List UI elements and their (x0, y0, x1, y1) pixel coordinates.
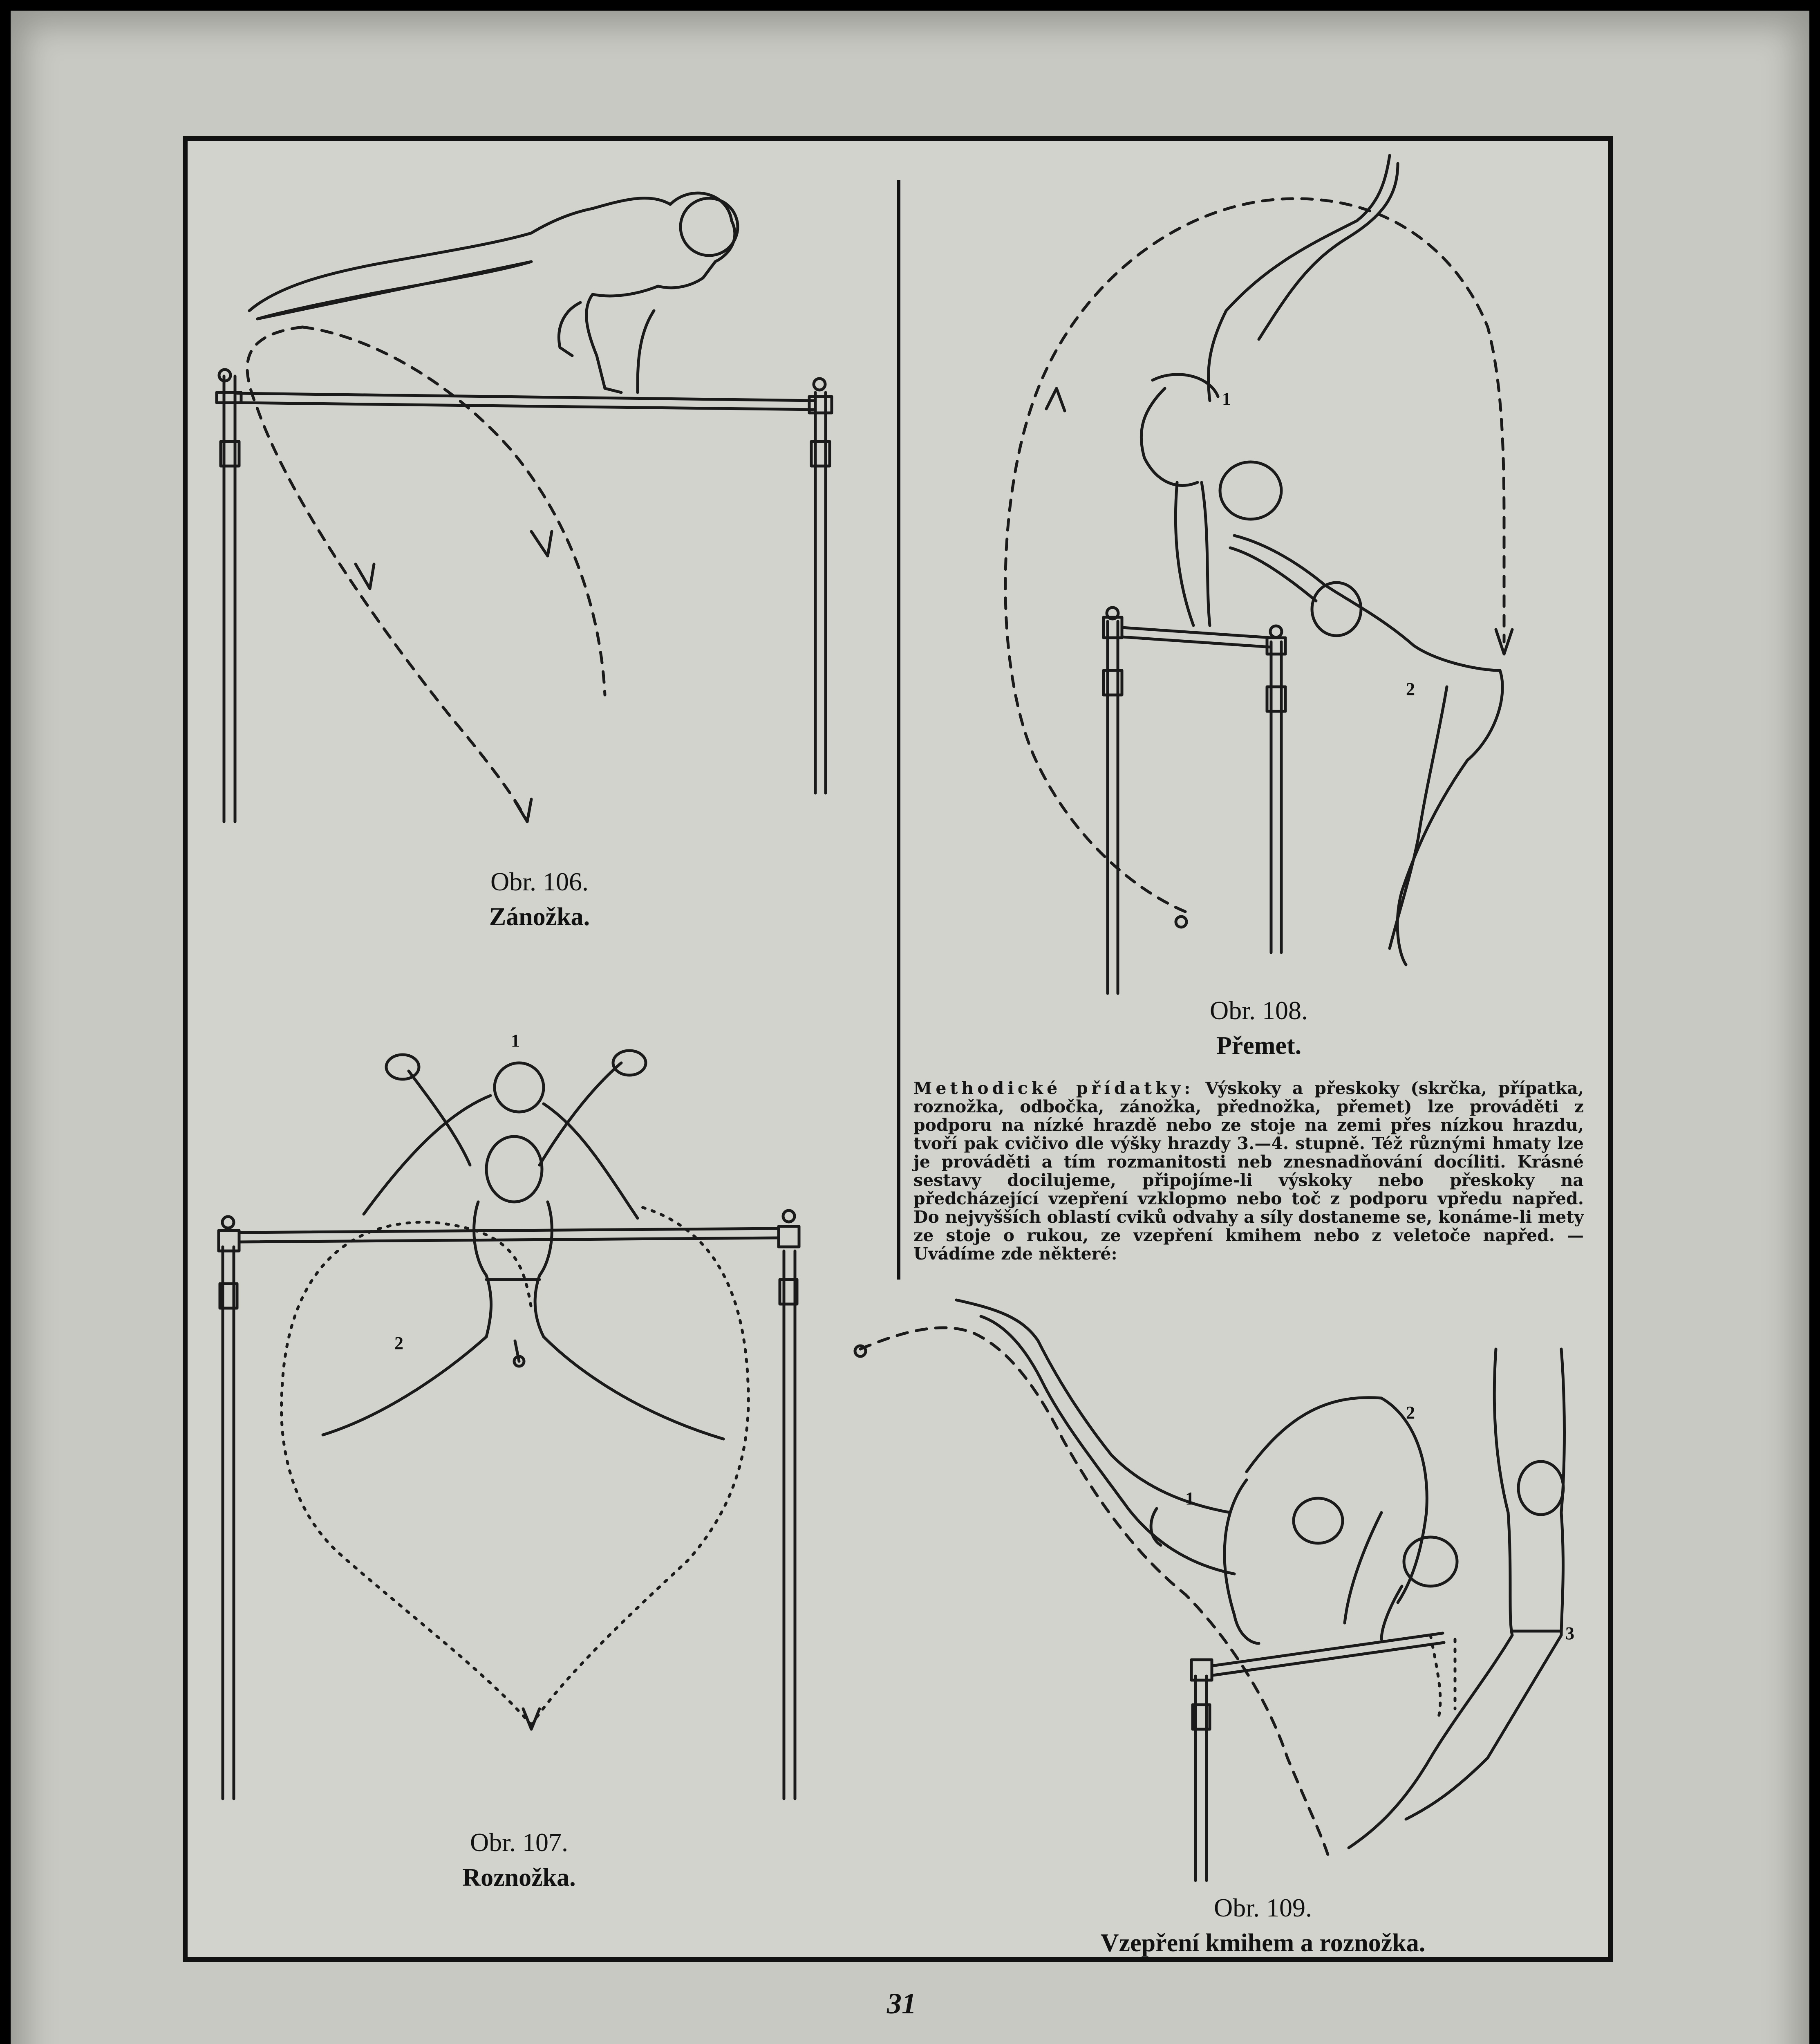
label-109-3: 3 (1565, 1623, 1574, 1643)
label-107-1: 1 (511, 1031, 520, 1051)
fig106-title: Zánožka. (489, 903, 590, 931)
bar-post-left-109 (1191, 1660, 1212, 1880)
horizontal-bar (237, 393, 815, 410)
bar-post-right-108 (1267, 626, 1285, 953)
label-109-2: 2 (1406, 1403, 1415, 1423)
bar-post-left-107 (219, 1217, 239, 1799)
end-marker-108 (1176, 917, 1186, 927)
bar-post-left-108 (1104, 607, 1122, 993)
gymnast-107 (323, 1051, 723, 1439)
label-108-1: 1 (1222, 389, 1231, 409)
caption-fig106 (425, 867, 654, 932)
figure-107-illustration (219, 1051, 799, 1799)
figure-106-illustration (217, 193, 832, 822)
label-108-2: 2 (1406, 679, 1415, 699)
fig109-title: Vzepření kmihem a roznožka. (1100, 1929, 1426, 1957)
label-109-1: 1 (1185, 1488, 1194, 1508)
caption-fig109 (1046, 1893, 1480, 1958)
page-number: 31 (887, 1987, 916, 2020)
gymnast-106 (249, 193, 738, 392)
notes-lead: Methodické přídatky: (913, 1078, 1194, 1098)
fig108-number: Obr. 108. (1210, 996, 1308, 1025)
start-marker-109 (855, 1346, 866, 1356)
label-107-2: 2 (394, 1333, 403, 1353)
bar-post-right-107 (779, 1210, 799, 1799)
gymnast-109-pos2 (1225, 1398, 1457, 1643)
horizontal-bar-107 (239, 1228, 779, 1242)
trajectory-106-b (302, 327, 605, 695)
figure-108-illustration (1005, 155, 1512, 993)
arrow-106-a (356, 564, 531, 822)
arrow-108-a (1046, 388, 1065, 411)
figure-109-illustration (855, 1300, 1565, 1880)
gymnast-109-pos3 (1349, 1349, 1565, 1848)
fig108-title: Přemet. (1216, 1032, 1302, 1060)
bar-post-right (809, 379, 832, 793)
caption-fig108 (1144, 995, 1373, 1060)
fig107-title: Roznožka. (462, 1864, 576, 1892)
trajectory-109-a (860, 1328, 1328, 1856)
gymnast-108-pos1 (1141, 155, 1398, 625)
fig106-number: Obr. 106. (490, 867, 589, 896)
trajectory-108 (1005, 199, 1504, 912)
notes-body: Výskoky a přeskoky (skrčka, přípatka, roznožka, odbočka, zánožka, přednožka, přemet) lze prováděti z podporu na nízké hrazdě nebo ze stoje na zemi přes nízkou hrazdu, tvoří pak cvičivo dle výšky hrazdy 3.—4. stupně. Též různými hmaty lze je prováděti a tím rozmanitosti neb znesnadňování docíliti. Krásné sestavy docilujeme, připojíme-li výskoky nebo přeskoky na předcházející vzepření vzklopmo nebo toč z podporu vpředu napřed. Do nejvyšších oblastí cviků odvahy a síly dostaneme se, konáme-li mety ze stoje o rukou, ze vzepření kmihem nebo z veletoče napřed. — Uvádíme zde některé: (913, 1078, 1584, 1264)
caption-fig107 (405, 1827, 634, 1892)
trajectory-109-b (1430, 1635, 1455, 1717)
trajectory-106-a (247, 327, 527, 822)
arrow-106-b (531, 531, 552, 556)
horizontal-bar-108 (1122, 628, 1271, 647)
trajectory-107 (282, 1206, 749, 1725)
fig107-number: Obr. 107. (470, 1828, 568, 1857)
fig109-number: Obr. 109. (1214, 1893, 1312, 1922)
bar-post-left (217, 370, 241, 822)
methodical-notes (913, 1079, 1584, 1263)
gymnast-109-pos1 (956, 1300, 1343, 1574)
